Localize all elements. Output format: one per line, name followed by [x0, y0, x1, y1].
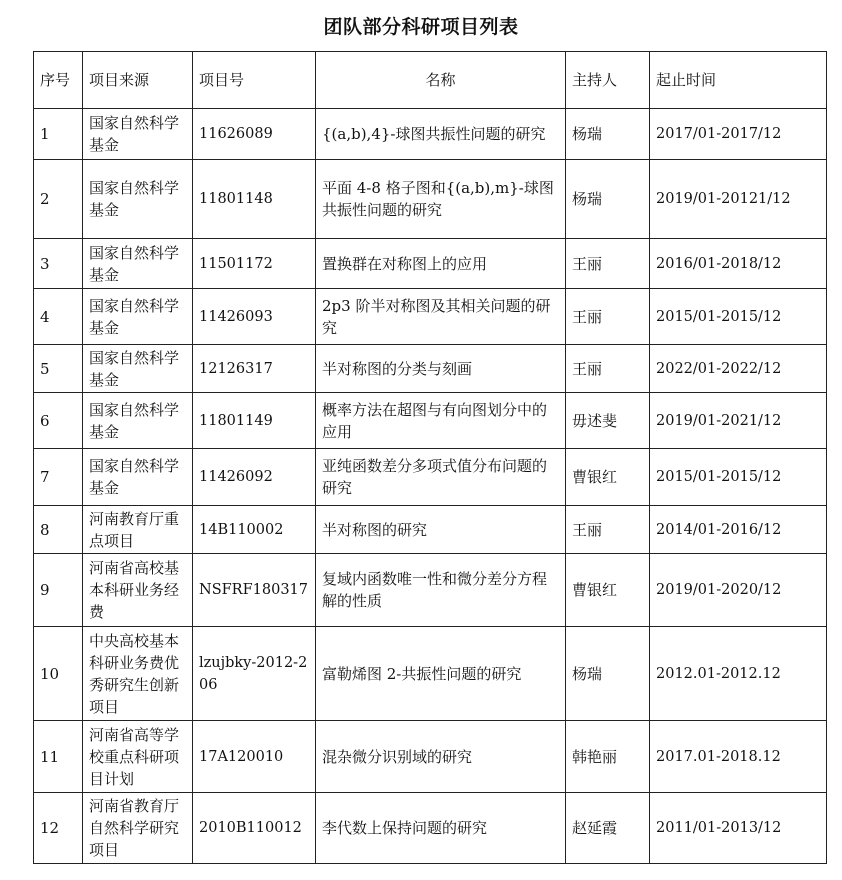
cell-seq: 6	[34, 393, 83, 449]
header-period: 起止时间	[650, 52, 827, 109]
cell-code: 17A120010	[193, 721, 316, 793]
cell-code: 11426092	[193, 449, 316, 506]
cell-name: 半对称图的分类与刻画	[316, 345, 566, 393]
cell-source: 国家自然科学基金	[83, 109, 193, 160]
cell-pi: 杨瑞	[566, 160, 650, 239]
cell-period: 2017.01-2018.12	[650, 721, 827, 793]
cell-source: 国家自然科学基金	[83, 449, 193, 506]
cell-pi: 王丽	[566, 289, 650, 345]
cell-code: 11801148	[193, 160, 316, 239]
cell-name: 李代数上保持问题的研究	[316, 793, 566, 864]
cell-source: 国家自然科学基金	[83, 393, 193, 449]
table-row	[34, 109, 827, 160]
cell-seq: 1	[34, 109, 83, 160]
header-seq: 序号	[34, 52, 83, 109]
table-row	[34, 449, 827, 506]
cell-name: {(a,b),4}-球图共振性问题的研究	[316, 109, 566, 160]
cell-period: 2015/01-2015/12	[650, 449, 827, 506]
cell-seq: 4	[34, 289, 83, 345]
header-code: 项目号	[193, 52, 316, 109]
cell-pi: 毋述斐	[566, 393, 650, 449]
cell-seq: 7	[34, 449, 83, 506]
cell-code: 11426093	[193, 289, 316, 345]
cell-period: 2011/01-2013/12	[650, 793, 827, 864]
table-body	[34, 109, 827, 864]
cell-source: 河南省高校基本科研业务经费	[83, 554, 193, 627]
table-row	[34, 239, 827, 289]
cell-pi: 韩艳丽	[566, 721, 650, 793]
cell-period: 2014/01-2016/12	[650, 506, 827, 554]
table-header	[34, 52, 827, 109]
header-pi: 主持人	[566, 52, 650, 109]
cell-source: 国家自然科学基金	[83, 160, 193, 239]
cell-source: 国家自然科学基金	[83, 345, 193, 393]
header-source: 项目来源	[83, 52, 193, 109]
cell-name: 平面 4-8 格子图和{(a,b),m}-球图共振性问题的研究	[316, 160, 566, 239]
cell-pi: 王丽	[566, 345, 650, 393]
cell-code: 2010B110012	[193, 793, 316, 864]
cell-code: 11626089	[193, 109, 316, 160]
cell-code: NSFRF180317	[193, 554, 316, 627]
cell-period: 2017/01-2017/12	[650, 109, 827, 160]
cell-name: 2p3 阶半对称图及其相关问题的研究	[316, 289, 566, 345]
header-row	[34, 52, 827, 109]
cell-pi: 杨瑞	[566, 109, 650, 160]
cell-seq: 5	[34, 345, 83, 393]
cell-period: 2019/01-20121/12	[650, 160, 827, 239]
cell-code: 11501172	[193, 239, 316, 289]
cell-period: 2016/01-2018/12	[650, 239, 827, 289]
table-row	[34, 345, 827, 393]
table-row	[34, 506, 827, 554]
table-row	[34, 554, 827, 627]
table-row	[34, 160, 827, 239]
cell-source: 河南省高等学校重点科研项目计划	[83, 721, 193, 793]
cell-pi: 杨瑞	[566, 627, 650, 721]
cell-name: 置换群在对称图上的应用	[316, 239, 566, 289]
cell-seq: 11	[34, 721, 83, 793]
cell-code: lzujbky-2012-206	[193, 627, 316, 721]
cell-period: 2015/01-2015/12	[650, 289, 827, 345]
cell-period: 2019/01-2020/12	[650, 554, 827, 627]
cell-pi: 赵延霞	[566, 793, 650, 864]
cell-name: 复域内函数唯一性和微分差分方程解的性质	[316, 554, 566, 627]
table-row	[34, 793, 827, 864]
cell-source: 河南教育厅重点项目	[83, 506, 193, 554]
cell-seq: 10	[34, 627, 83, 721]
cell-pi: 曹银红	[566, 554, 650, 627]
cell-name: 半对称图的研究	[316, 506, 566, 554]
cell-seq: 3	[34, 239, 83, 289]
table-row	[34, 627, 827, 721]
cell-name: 混杂微分识别域的研究	[316, 721, 566, 793]
projects-table	[33, 51, 827, 864]
cell-source: 国家自然科学基金	[83, 289, 193, 345]
cell-pi: 曹银红	[566, 449, 650, 506]
cell-source: 国家自然科学基金	[83, 239, 193, 289]
cell-pi: 王丽	[566, 506, 650, 554]
table-row	[34, 393, 827, 449]
cell-code: 14B110002	[193, 506, 316, 554]
cell-seq: 9	[34, 554, 83, 627]
table-row	[34, 289, 827, 345]
page-title: 团队部分科研项目列表	[323, 16, 519, 38]
cell-period: 2012.01-2012.12	[650, 627, 827, 721]
cell-period: 2019/01-2021/12	[650, 393, 827, 449]
cell-name: 概率方法在超图与有向图划分中的应用	[316, 393, 566, 449]
cell-code: 12126317	[193, 345, 316, 393]
cell-name: 富勒烯图 2-共振性问题的研究	[316, 627, 566, 721]
cell-period: 2022/01-2022/12	[650, 345, 827, 393]
cell-name: 亚纯函数差分多项式值分布问题的研究	[316, 449, 566, 506]
cell-seq: 12	[34, 793, 83, 864]
cell-source: 河南省教育厅自然科学研究项目	[83, 793, 193, 864]
cell-code: 11801149	[193, 393, 316, 449]
cell-seq: 2	[34, 160, 83, 239]
cell-source: 中央高校基本科研业务费优秀研究生创新项目	[83, 627, 193, 721]
cell-pi: 王丽	[566, 239, 650, 289]
cell-seq: 8	[34, 506, 83, 554]
table-row	[34, 721, 827, 793]
header-name: 名称	[316, 52, 566, 109]
